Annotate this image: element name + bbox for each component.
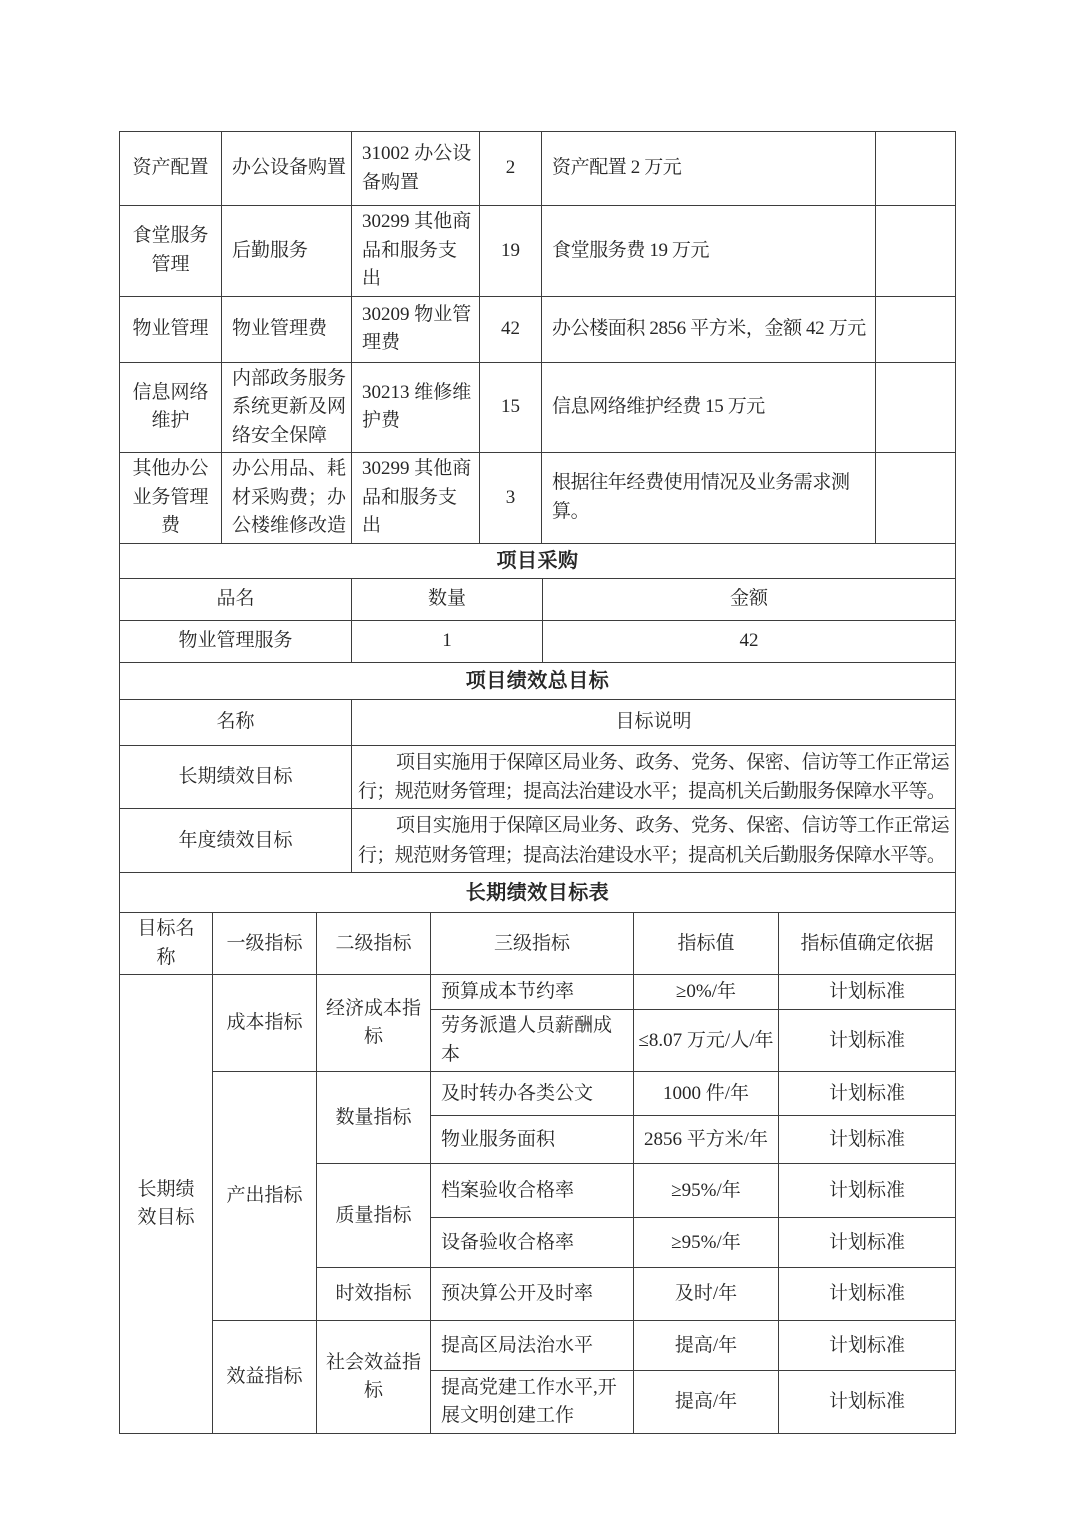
amount-cell: 2 [480,132,542,206]
level2-cell: 经济成本指标 [317,975,431,1072]
document-tables [119,131,955,1434]
item-cell: 后勤服务 [222,206,352,297]
amount-cell: 42 [543,620,956,662]
level3-cell: 提高党建工作水平,开展文明创建工作 [431,1371,634,1434]
level3-cell: 预决算公开及时率 [431,1268,634,1321]
level2-cell: 质量指标 [317,1164,431,1268]
indicator-row [120,975,956,1010]
basis-cell: 计划标准 [779,1164,956,1218]
col-header-product-name: 品名 [120,578,352,620]
budget-row [120,206,956,297]
value-cell: 1000 件/年 [634,1072,779,1116]
category-cell: 其他办公业务管理费 [120,453,222,544]
col-header-goal-name: 目标名称 [120,913,213,975]
value-cell: 2856 平方米/年 [634,1116,779,1164]
level3-cell: 设备验收合格率 [431,1218,634,1268]
economic-code-cell: 30299 其他商品和服务支出 [352,206,480,297]
item-cell: 办公设备购置 [222,132,352,206]
category-cell: 信息网络维护 [120,362,222,453]
basis-cell: 计划标准 [779,1010,956,1072]
budget-row [120,296,956,362]
empty-cell [876,206,956,297]
level2-cell: 数量指标 [317,1072,431,1164]
col-header-basis: 指标值确定依据 [779,913,956,975]
basis-cell: 计划标准 [779,1218,956,1268]
economic-code-cell: 30299 其他商品和服务支出 [352,453,480,544]
indicator-row [120,1321,956,1371]
category-cell: 物业管理 [120,296,222,362]
item-cell: 办公用品、耗材采购费；办公楼维修改造 [222,453,352,544]
economic-code-cell: 31002 办公设备购置 [352,132,480,206]
col-header-value: 指标值 [634,913,779,975]
overall-goals-header-row [120,699,956,745]
note-cell: 根据往年经费使用情况及业务需求测算。 [542,453,876,544]
goal-name-cell: 年度绩效目标 [120,809,352,873]
value-cell: 提高/年 [634,1371,779,1434]
overall-goals-row [120,809,956,873]
overall-goals-section-title: 项目绩效总目标 [120,662,956,699]
category-cell: 食堂服务管理 [120,206,222,297]
budget-row [120,453,956,544]
note-cell: 办公楼面积 2856 平方米，金额 42 万元 [542,296,876,362]
basis-cell: 计划标准 [779,975,956,1010]
col-header-level2: 二级指标 [317,913,431,975]
empty-cell [876,362,956,453]
amount-cell: 19 [480,206,542,297]
basis-cell: 计划标准 [779,1321,956,1371]
overall-goals-table [119,662,956,874]
category-cell: 资产配置 [120,132,222,206]
level3-cell: 及时转办各类公文 [431,1072,634,1116]
procurement-section-title: 项目采购 [120,543,956,578]
basis-cell: 计划标准 [779,1371,956,1434]
amount-cell: 15 [480,362,542,453]
col-header-goal-name: 名称 [120,699,352,745]
empty-cell [876,296,956,362]
level2-cell: 时效指标 [317,1268,431,1321]
level1-cell: 成本指标 [213,975,317,1072]
longterm-header-row [120,913,956,975]
note-cell: 资产配置 2 万元 [542,132,876,206]
basis-cell: 计划标准 [779,1116,956,1164]
goal-description-cell: 项目实施用于保障区局业务、政务、党务、保密、信访等工作正常运行；规范财务管理；提高法治建设水平；提高机关后勤服务保障水平等。 [352,745,956,809]
col-header-quantity: 数量 [352,578,543,620]
level3-cell: 预算成本节约率 [431,975,634,1010]
item-cell: 内部政务服务系统更新及网络安全保障 [222,362,352,453]
value-cell: ≥0%/年 [634,975,779,1010]
level1-cell: 产出指标 [213,1072,317,1321]
budget-row [120,132,956,206]
note-cell: 信息网络维护经费 15 万元 [542,362,876,453]
level3-cell: 劳务派遣人员薪酬成本 [431,1010,634,1072]
procurement-row [120,620,956,662]
indicator-row [120,1072,956,1116]
budget-row [120,362,956,453]
col-header-amount: 金额 [543,578,956,620]
level1-cell: 效益指标 [213,1321,317,1434]
amount-cell: 3 [480,453,542,544]
procurement-header-row [120,578,956,620]
overall-goals-row [120,745,956,809]
note-cell: 食堂服务费 19 万元 [542,206,876,297]
col-header-level3: 三级指标 [431,913,634,975]
procurement-table [119,543,956,663]
budget-table [119,131,956,544]
goal-name-cell: 长期绩效目标 [120,745,352,809]
value-cell: 及时/年 [634,1268,779,1321]
goal-description-cell: 项目实施用于保障区局业务、政务、党务、保密、信访等工作正常运行；规范财务管理；提高法治建设水平；提高机关后勤服务保障水平等。 [352,809,956,873]
value-cell: 提高/年 [634,1321,779,1371]
economic-code-cell: 30213 维修维护费 [352,362,480,453]
amount-cell: 42 [480,296,542,362]
longterm-section-title: 长期绩效目标表 [120,873,956,913]
empty-cell [876,132,956,206]
value-cell: ≥95%/年 [634,1164,779,1218]
longterm-goal-table [119,872,956,1434]
product-name-cell: 物业管理服务 [120,620,352,662]
basis-cell: 计划标准 [779,1072,956,1116]
quantity-cell: 1 [352,620,543,662]
empty-cell [876,453,956,544]
level2-cell: 社会效益指标 [317,1321,431,1434]
goal-name-cell: 长期绩效目标 [120,975,213,1434]
col-header-goal-description: 目标说明 [352,699,956,745]
level3-cell: 物业服务面积 [431,1116,634,1164]
basis-cell: 计划标准 [779,1268,956,1321]
value-cell: ≥95%/年 [634,1218,779,1268]
col-header-level1: 一级指标 [213,913,317,975]
level3-cell: 提高区局法治水平 [431,1321,634,1371]
value-cell: ≤8.07 万元/人/年 [634,1010,779,1072]
level3-cell: 档案验收合格率 [431,1164,634,1218]
item-cell: 物业管理费 [222,296,352,362]
economic-code-cell: 30209 物业管理费 [352,296,480,362]
